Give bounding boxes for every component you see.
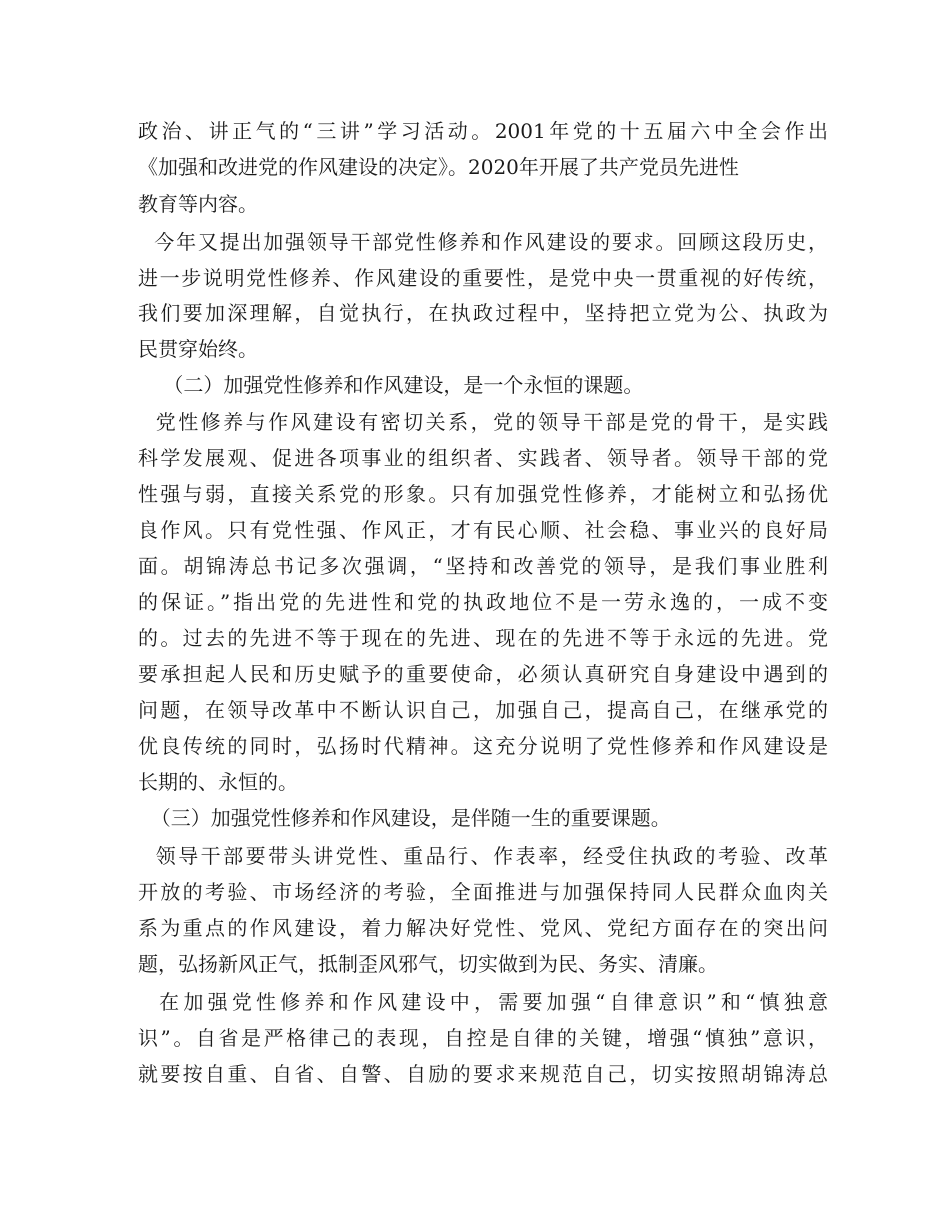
section-heading: （三）加强党性修养和作风建设，是伴随一生的重要课题。 bbox=[138, 806, 671, 830]
text-line: 优良传统的同时，弘扬时代精神。这充分说明了党性修养和作风建设是 bbox=[138, 734, 828, 758]
text-line: 教育等内容。 bbox=[138, 192, 258, 216]
text-line: 面。胡锦涛总书记多次强调，“坚持和改善党的领导，是我们事业胜利 bbox=[138, 554, 828, 578]
text-line: 《加强和改进党的作风建设的决定》。2020年开展了共产党员先进性 bbox=[138, 155, 739, 179]
text-line: 政治、讲正气的“三讲”学习活动。2001年党的十五届六中全会作出 bbox=[138, 119, 828, 143]
text-line: 开放的考验、市场经济的考验，全面推进与加强保持同人民群众血肉关 bbox=[138, 880, 828, 904]
text-line: 进一步说明党性修养、作风建设的重要性，是党中央一贯重视的好传统， bbox=[138, 266, 828, 290]
text-line: 民贯穿始终。 bbox=[138, 337, 258, 361]
text-line: 今年又提出加强领导干部党性修养和作风建设的要求。回顾这段历史， bbox=[138, 230, 828, 254]
section-heading: （二）加强党性修养和作风建设，是一个永恒的课题。 bbox=[138, 373, 644, 397]
text-line: 识”。自省是严格律己的表现，自控是自律的关键，增强“慎独”意识， bbox=[138, 1026, 828, 1050]
text-line: 科学发展观、促进各项事业的组织者、实践者、领导者。领导干部的党 bbox=[138, 446, 828, 470]
text-line: 的。过去的先进不等于现在的先进、现在的先进不等于永远的先进。党 bbox=[138, 626, 828, 650]
text-line: 良作风。只有党性强、作风正，才有民心顺、社会稳、事业兴的良好局 bbox=[138, 518, 828, 542]
text-line: 党性修养与作风建设有密切关系，党的领导干部是党的骨干，是实践 bbox=[138, 410, 828, 434]
text-line: 就要按自重、自省、自警、自励的要求来规范自己，切实按照胡锦涛总 bbox=[138, 1062, 828, 1086]
text-line: 性强与弱，直接关系党的形象。只有加强党性修养，才能树立和弘扬优 bbox=[138, 482, 828, 506]
text-line: 领导干部要带头讲党性、重品行、作表率，经受住执政的考验、改革 bbox=[138, 844, 828, 868]
text-line: 我们要加深理解，自觉执行，在执政过程中，坚持把立党为公、执政为 bbox=[138, 301, 828, 325]
text-line: 要承担起人民和历史赋予的重要使命，必须认真研究自身建设中遇到的 bbox=[138, 662, 828, 686]
text-line: 长期的、永恒的。 bbox=[138, 770, 298, 794]
text-line: 系为重点的作风建设，着力解决好党性、党风、党纪方面存在的突出问 bbox=[138, 916, 828, 940]
text-line: 在加强党性修养和作风建设中，需要加强“自律意识”和“慎独意 bbox=[138, 990, 828, 1014]
text-line: 问题，在领导改革中不断认识自己，加强自己，提高自己，在继承党的 bbox=[138, 698, 828, 722]
text-line: 题，弘扬新风正气，抵制歪风邪气，切实做到为民、务实、清廉。 bbox=[138, 952, 718, 976]
text-line: 的保证。”指出党的先进性和党的执政地位不是一劳永逸的，一成不变 bbox=[138, 590, 828, 614]
